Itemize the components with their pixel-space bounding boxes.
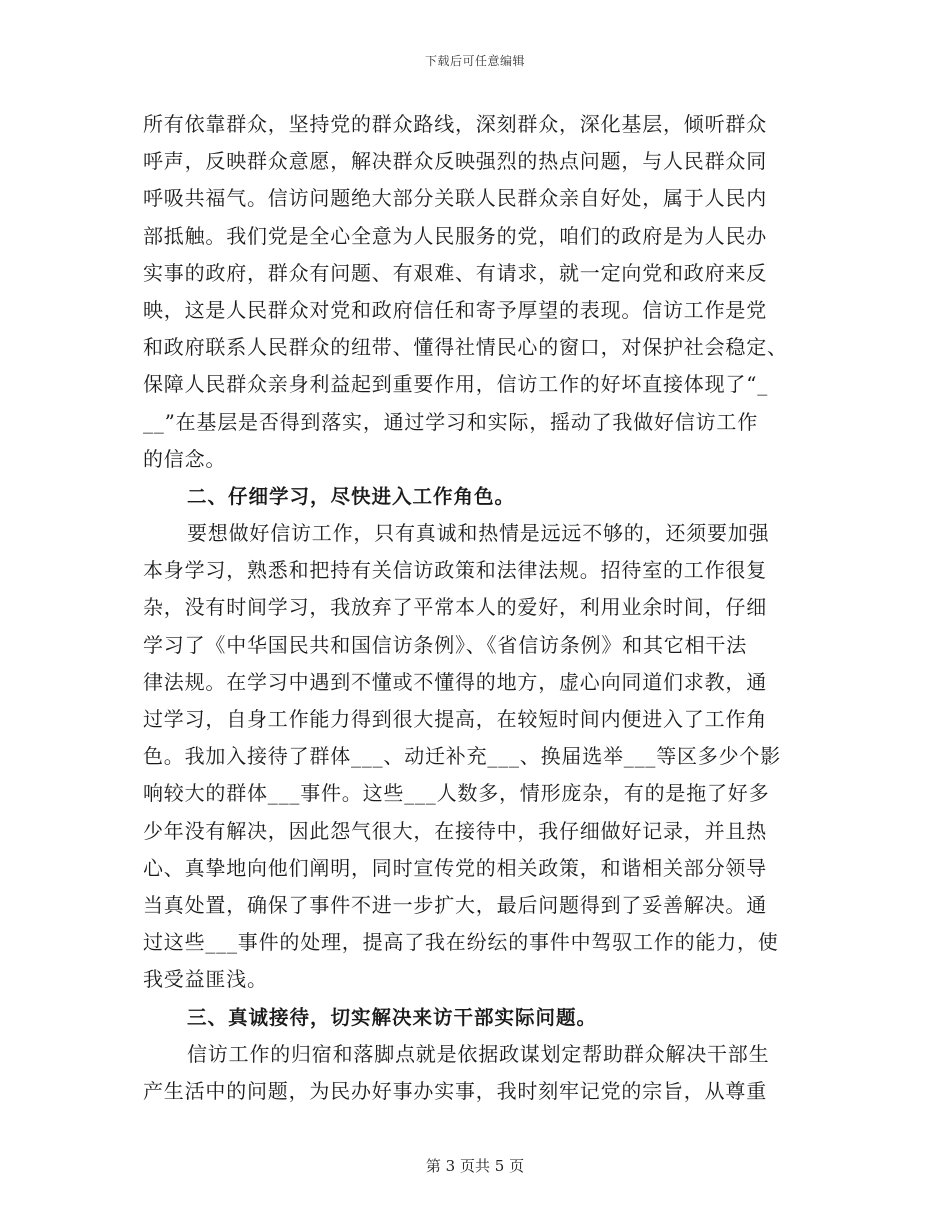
body-text-line: 心、真挚地向他们阐明，同时宣传党的相关政策，和谐相关部分领导 [143,855,767,880]
body-text-line: 当真处置，确保了事件不进一步扩大，最后问题得到了妥善解决。通 [143,892,767,917]
body-text-line: 少年没有解决，因此怨气很大，在接待中，我仔细做好记录，并且热 [143,818,767,843]
body-text-line: 保障人民群众亲身利益起到重要作用，信访工作的好坏直接体现了“_ [143,372,769,397]
body-text-line: 过这些___事件的处理，提高了我在纷纭的事件中驾驭工作的能力，使 [143,930,779,955]
body-text-line: 呼吸共福气。信访问题绝大部分关联人民群众亲自好处，属于人民内 [143,186,767,211]
body-text-line: 呼声，反映群众意愿，解决群众反映强烈的热点问题，与人民群众同 [143,149,767,174]
body-text-line: __”在基层是否得到落实，通过学习和实际，摇动了我做好信访工作 [143,409,759,434]
body-text-line: 映，这是人民群众对党和政府信任和寄予厚望的表现。信访工作是党 [143,297,767,322]
body-text-line: 我受益匪浅。 [143,967,268,992]
body-text-line: 过学习，自身工作能力得到很大提高，在较短时间内便进入了工作角 [143,707,767,731]
body-text-line: 响较大的群体___事件。这些___人数多，情形庞杂，有的是拖了好多 [143,781,770,806]
body-text-line: 杂，没有时间学习，我放弃了平常本人的爱好，利用业余时间，仔细 [143,595,767,620]
section-heading: 二、仔细学习，尽快进入工作角色。 [187,484,516,508]
page-header: 下载后可任意编辑 [424,54,525,68]
body-text-line: 律法规。在学习中遇到不懂或不懂得的地方，虚心向同道们求教，通 [143,669,767,694]
body-text-line: 本身学习，熟悉和把持有关信访政策和法律法规。招待室的工作很复 [143,558,767,583]
body-text-line: 所有依靠群众，坚持党的群众路线，深刻群众，深化基层，倾听群众 [143,112,767,136]
body-text-line: 产生活中的问题，为民办好事办实事，我时刻牢记党的宗旨，从尊重 [143,1078,767,1103]
body-text-line: 和政府联系人民群众的纽带、懂得社情民心的窗口，对保护社会稳定、 [143,335,788,360]
body-text-line: 色。我加入接待了群体___、动迁补充___、换届选举___等区多少个影 [143,744,781,769]
body-text-line: 的信念。 [143,446,227,471]
body-text-line: 部抵触。我们党是全心全意为人民服务的党，咱们的政府是为人民办 [143,223,767,248]
page-footer: 第 3 页共 5 页 [425,1157,525,1175]
body-text-line: 学习了《中华国民共和国信访条例》、《省信访条例》和其它相干法 [143,632,747,657]
section-heading: 三、真诚接待，切实解决来访干部实际问题。 [187,1005,598,1029]
body-text-line: 要想做好信访工作，只有真诚和热情是远远不够的，还须要加强 [187,521,770,546]
document-body [143,106,807,1110]
body-text-line: 信访工作的归宿和落脚点就是依据政谋划定帮助群众解决干部生 [187,1041,770,1066]
body-text-line: 实事的政府，群众有问题、有艰难、有请求，就一定向党和政府来反 [143,260,767,285]
